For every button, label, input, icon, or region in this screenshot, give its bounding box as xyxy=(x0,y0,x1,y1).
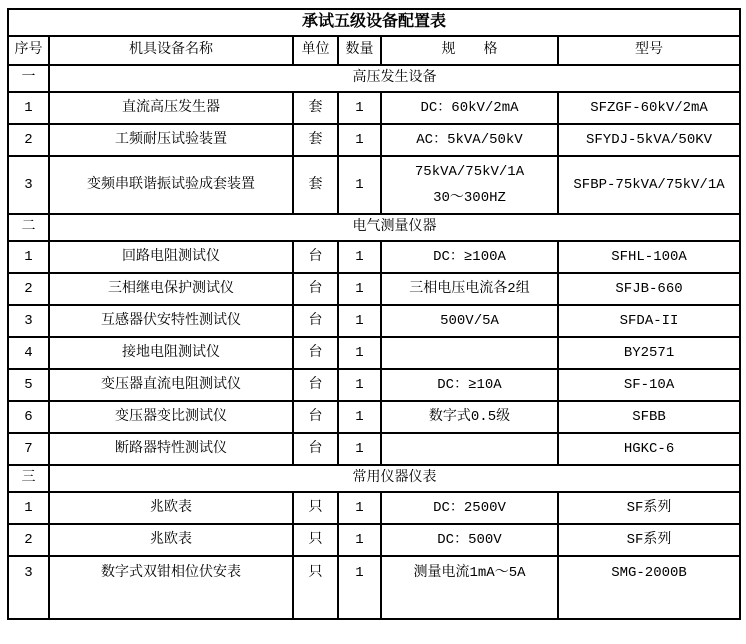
spec-cell: DC：500V xyxy=(381,524,558,556)
unit-cell: 台 xyxy=(293,369,338,401)
unit-cell: 套 xyxy=(293,156,338,214)
qty-cell: 1 xyxy=(338,401,381,433)
qty-cell: 1 xyxy=(338,273,381,305)
table-row xyxy=(8,305,740,337)
model-cell: SFYDJ-5kVA/50KV xyxy=(558,124,740,156)
table-header-row xyxy=(8,36,740,65)
header-spec: 规 格 xyxy=(381,36,558,65)
unit-cell: 台 xyxy=(293,401,338,433)
equipment-name-cell: 互感器伏安特性测试仪 xyxy=(49,305,293,337)
qty-cell: 1 xyxy=(338,337,381,369)
model-cell: SFJB-660 xyxy=(558,273,740,305)
row-no-cell: 2 xyxy=(8,124,49,156)
qty-cell: 1 xyxy=(338,124,381,156)
section-name: 电气测量仪器 xyxy=(49,214,740,241)
table-row xyxy=(8,401,740,433)
unit-cell: 台 xyxy=(293,337,338,369)
model-cell: SFBB xyxy=(558,401,740,433)
qty-cell: 1 xyxy=(338,156,381,214)
header-model: 型号 xyxy=(558,36,740,65)
spec-line-1: 75kVA/75kV/1A xyxy=(414,164,525,180)
unit-cell: 只 xyxy=(293,524,338,556)
section-name: 高压发生设备 xyxy=(49,65,740,92)
section-name: 常用仪器仪表 xyxy=(49,465,740,492)
spec-cell xyxy=(381,337,558,369)
spec-cell: 测量电流1mA～5A xyxy=(381,556,558,619)
model-cell: SF系列 xyxy=(558,524,740,556)
header-no: 序号 xyxy=(8,36,49,65)
table-row xyxy=(8,556,740,619)
equipment-name-cell: 兆欧表 xyxy=(49,524,293,556)
spec-cell: 数字式0.5级 xyxy=(381,401,558,433)
model-cell: SFDA-II xyxy=(558,305,740,337)
unit-cell: 台 xyxy=(293,273,338,305)
model-cell: SF-10A xyxy=(558,369,740,401)
equipment-name-cell: 接地电阻测试仪 xyxy=(49,337,293,369)
spec-cell: 500V/5A xyxy=(381,305,558,337)
equipment-name-cell: 工频耐压试验装置 xyxy=(49,124,293,156)
table-row xyxy=(8,124,740,156)
spec-line-2: 30～300HZ xyxy=(433,190,506,206)
unit-cell: 套 xyxy=(293,124,338,156)
row-no-cell: 1 xyxy=(8,92,49,124)
row-no-cell: 3 xyxy=(8,305,49,337)
spec-cell: DC：2500V xyxy=(381,492,558,524)
section-row xyxy=(8,465,740,492)
unit-cell: 只 xyxy=(293,492,338,524)
model-cell: SFHL-100A xyxy=(558,241,740,273)
header-equipment-name: 机具设备名称 xyxy=(49,36,293,65)
table-row xyxy=(8,156,740,214)
qty-cell: 1 xyxy=(338,524,381,556)
unit-cell: 台 xyxy=(293,305,338,337)
unit-cell: 只 xyxy=(293,556,338,619)
model-cell: HGKC-6 xyxy=(558,433,740,465)
model-cell: SMG-2000B xyxy=(558,556,740,619)
table-row xyxy=(8,524,740,556)
page-title: 承试五级设备配置表 xyxy=(8,9,740,36)
qty-cell: 1 xyxy=(338,492,381,524)
table-row xyxy=(8,492,740,524)
section-row xyxy=(8,214,740,241)
equipment-config-table xyxy=(7,8,741,620)
qty-cell: 1 xyxy=(338,305,381,337)
table-row xyxy=(8,273,740,305)
row-no-cell: 7 xyxy=(8,433,49,465)
row-no-cell: 2 xyxy=(8,273,49,305)
qty-cell: 1 xyxy=(338,369,381,401)
section-row xyxy=(8,65,740,92)
spec-cell: DC：≥10A xyxy=(381,369,558,401)
equipment-name-cell: 变频串联谐振试验成套装置 xyxy=(49,156,293,214)
row-no-cell: 1 xyxy=(8,492,49,524)
table-row xyxy=(8,337,740,369)
spec-cell xyxy=(381,433,558,465)
unit-cell: 台 xyxy=(293,241,338,273)
spec-cell: DC：60kV/2mA xyxy=(381,92,558,124)
row-no-cell: 5 xyxy=(8,369,49,401)
model-cell: SF系列 xyxy=(558,492,740,524)
section-index: 二 xyxy=(8,214,49,241)
qty-cell: 1 xyxy=(338,433,381,465)
unit-cell: 套 xyxy=(293,92,338,124)
row-no-cell: 4 xyxy=(8,337,49,369)
equipment-name-cell: 兆欧表 xyxy=(49,492,293,524)
row-no-cell: 1 xyxy=(8,241,49,273)
equipment-name-cell: 数字式双钳相位伏安表 xyxy=(49,556,293,619)
row-no-cell: 6 xyxy=(8,401,49,433)
section-index: 三 xyxy=(8,465,49,492)
unit-cell: 台 xyxy=(293,433,338,465)
model-cell: BY2571 xyxy=(558,337,740,369)
equipment-name-cell: 变压器直流电阻测试仪 xyxy=(49,369,293,401)
equipment-name-cell: 回路电阻测试仪 xyxy=(49,241,293,273)
spec-cell: DC：≥100A xyxy=(381,241,558,273)
table-row xyxy=(8,241,740,273)
qty-cell: 1 xyxy=(338,92,381,124)
table-row xyxy=(8,433,740,465)
equipment-name-cell: 三相继电保护测试仪 xyxy=(49,273,293,305)
spec-cell xyxy=(381,156,558,214)
table-row xyxy=(8,369,740,401)
header-unit: 单位 xyxy=(293,36,338,65)
row-no-cell: 3 xyxy=(8,556,49,619)
header-qty: 数量 xyxy=(338,36,381,65)
spec-cell: AC：5kVA/50kV xyxy=(381,124,558,156)
section-index: 一 xyxy=(8,65,49,92)
table-title-row xyxy=(8,9,740,36)
equipment-name-cell: 直流高压发生器 xyxy=(49,92,293,124)
row-no-cell: 3 xyxy=(8,156,49,214)
equipment-name-cell: 变压器变比测试仪 xyxy=(49,401,293,433)
qty-cell: 1 xyxy=(338,556,381,619)
spec-cell: 三相电压电流各2组 xyxy=(381,273,558,305)
table-row xyxy=(8,92,740,124)
model-cell: SFBP-75kVA/75kV/1A xyxy=(558,156,740,214)
qty-cell: 1 xyxy=(338,241,381,273)
row-no-cell: 2 xyxy=(8,524,49,556)
equipment-name-cell: 断路器特性测试仪 xyxy=(49,433,293,465)
model-cell: SFZGF-60kV/2mA xyxy=(558,92,740,124)
